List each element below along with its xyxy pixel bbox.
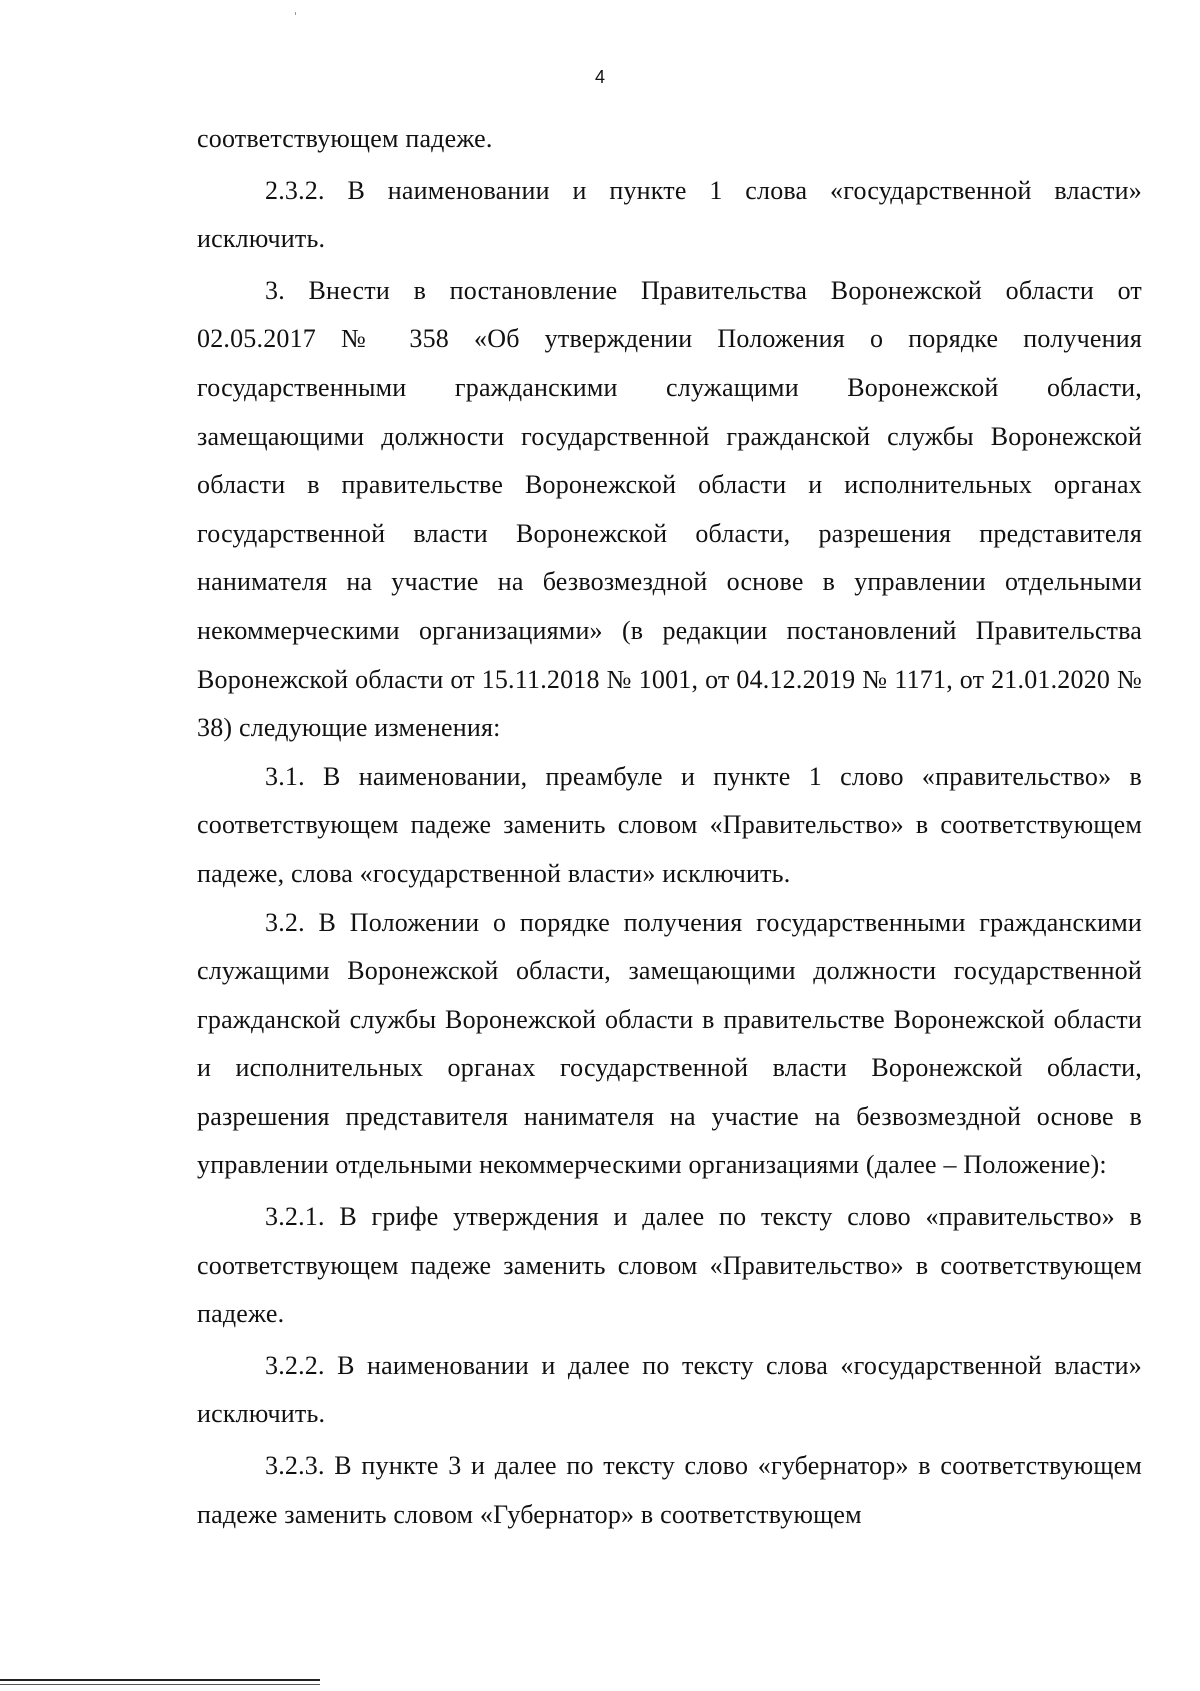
scan-mark — [295, 12, 296, 15]
scan-edge-line-2 — [0, 1684, 320, 1685]
paragraph-3-2-3: 3.2.3. В пункте 3 и далее по тексту слово «губернатор» в соответствующем падеже заменить словом «Губернатор» в соответствующем — [197, 1451, 1142, 1529]
paragraph-3-2-2: 3.2.2. В наименовании и далее по тексту слова «государственной власти» исключить. — [197, 1350, 1142, 1429]
paragraph-3-2-1: 3.2.1. В грифе утверждения и далее по тексту слово «правительство» в соответствующем падеже заменить словом «Правительство» в соответствующем падеже. — [197, 1202, 1142, 1329]
paragraph-3: 3. Внести в постановление Правительства Воронежской области от 02.05.2017 № 358 «Об утверждении Положения о порядке получения государственными гражданскими служащими Воронежской области, замещающими должности государственной гражданской службы Воронежской области в правительстве Воронежской области и исполнительных органах государственной власти Воронежской области, разрешения представителя нанимателя на участие на безвозмездной основе в управлении отдельными некоммерческими организациями» (в редакции постановлений Правительства Воронежской области от 15.11.2018 № 1001, от 04.12.2019 № 1171, от 21.01.2020 № 38) следующие изменения: — [197, 275, 1142, 743]
scan-edge-line — [0, 1679, 320, 1681]
paragraph-3-1: 3.1. В наименовании, преамбуле и пункте 1 слово «правительство» в соответствующем падеже заменить словом «Правительство» в соответствующем падеже, слова «государственной власти» исключить. — [197, 761, 1142, 888]
paragraph-2-3-2: 2.3.2. В наименовании и пункте 1 слова «государственной власти» исключить. — [197, 175, 1142, 254]
page-number: 4 — [594, 67, 605, 87]
document-body — [197, 115, 1142, 1539]
paragraph-continuation: соответствующем падеже. — [197, 124, 493, 153]
paragraph-3-2: 3.2. В Положении о порядке получения государственными гражданскими служащими Воронежской области, замещающими должности государственной гражданской службы Воронежской области в правительстве Воронежской области и исполнительных органах государственной власти Воронежской области, разрешения представителя нанимателя на участие на безвозмездной основе в управлении отдельными некоммерческими организациями (далее – Положение): — [197, 907, 1142, 1180]
